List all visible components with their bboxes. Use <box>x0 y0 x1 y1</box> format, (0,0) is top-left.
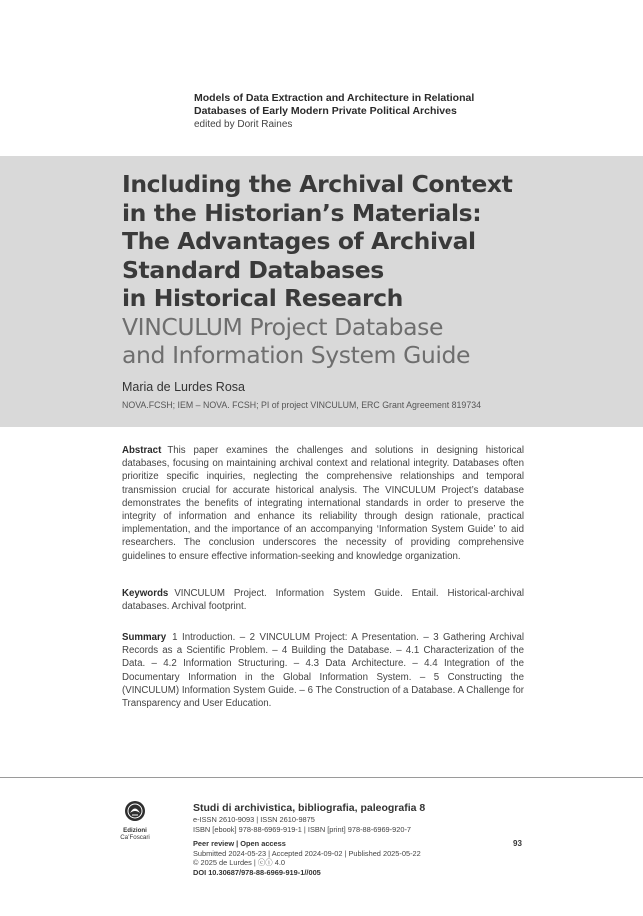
article-title-line: in Historical Research <box>122 284 403 313</box>
journal-title: Studi di archivistica, bibliografia, paleografia 8 <box>193 802 426 814</box>
series-title-line-2: Databases of Early Modern Private Political Archives <box>194 104 457 117</box>
abstract-label: Abstract <box>122 445 162 456</box>
publisher-name-line-2: Ca’Foscari <box>120 834 150 841</box>
summary-label: Summary <box>122 632 167 643</box>
review-status: Peer review | Open access <box>193 839 286 849</box>
page-number: 93 <box>513 839 522 848</box>
abstract-text: This paper examines the challenges and solutions in designing historical databases, focusing on maintaining archival context and relational integrity. Databases often prioritize specific inquiries, neglecting the comprehensive relationships and temporal transmission crucial for accurate historical analysis. The VINCULUM Project’s database demonstrates the benefits of integrating international standards in order to preserve the integrity of information and enhance its reliability through design rationale, practical implementation, and the importance of an accompanying ‘Information System Guide’ to aid researchers. The conclusion underscores the necessity of providing comprehensive guidelines to ensure effective information-seeking and knowledge organization. <box>122 445 524 562</box>
publisher-logo <box>118 800 152 841</box>
keywords-label: Keywords <box>122 588 169 599</box>
isbn: ISBN [ebook] 978-88-6969-919-1 | ISBN [print] 978-88-6969-920-7 <box>193 824 412 834</box>
series-header <box>194 92 524 132</box>
submission-dates: Submitted 2024-05-23 | Accepted 2024-09-02 | Published 2025-05-22 <box>193 848 421 858</box>
keywords <box>122 587 524 613</box>
keywords-text: VINCULUM Project. Information System Guide. Entail. Historical-archival databases. Archival footprint. <box>122 588 524 613</box>
summary-text: 1 Introduction. – 2 VINCULUM Project: A Presentation. – 3 Gathering Archival Records as a Scientific Problem. – 4 Building the Database. – 4.1 Characterization of the Data. – 4.2 Information Structuring. – 4.3 Data Architecture. – 4.4 Integration of the Documentary Information in the Global Information System. – 5 Constructing the (VINCULUM) Information System Guide. – 6 The Construction of a Database. A Challenge for Transparency and User Education. <box>122 632 524 710</box>
article-subtitle-line: VINCULUM Project Database <box>122 313 444 341</box>
article-title-line: Standard Databases <box>122 255 384 284</box>
publication-info <box>193 802 523 878</box>
article-title-line: Including the Archival Context <box>122 170 513 198</box>
article-subtitle-line: and Information System Guide <box>122 340 471 369</box>
publisher-emblem-icon <box>124 800 146 822</box>
article-title-line: The Advantages of Archival <box>122 227 476 256</box>
publisher-name-line-1: Edizioni <box>123 827 147 834</box>
footer-divider <box>0 777 643 778</box>
author-name: Maria de Lurdes Rosa <box>122 380 245 394</box>
article-title-line: in the Historian’s Materials: <box>122 198 482 227</box>
author-affiliation: NOVA.FCSH; IEM – NOVA. FCSH; PI of project VINCULUM, ERC Grant Agreement 819734 <box>122 400 481 410</box>
doi: DOI 10.30687/978-88-6969-919-1//005 <box>193 867 321 877</box>
license: © 2025 de Lurdes | ⓒⓘ 4.0 <box>193 858 286 868</box>
series-title-line-1: Models of Data Extraction and Architecture in Relational <box>194 92 475 104</box>
article-title <box>122 170 592 313</box>
series-editor: edited by Dorit Raines <box>194 119 293 130</box>
summary <box>122 631 524 710</box>
issn: e-ISSN 2610-9093 | ISSN 2610-9875 <box>193 815 315 824</box>
article-subtitle <box>122 314 592 369</box>
abstract <box>122 444 524 563</box>
